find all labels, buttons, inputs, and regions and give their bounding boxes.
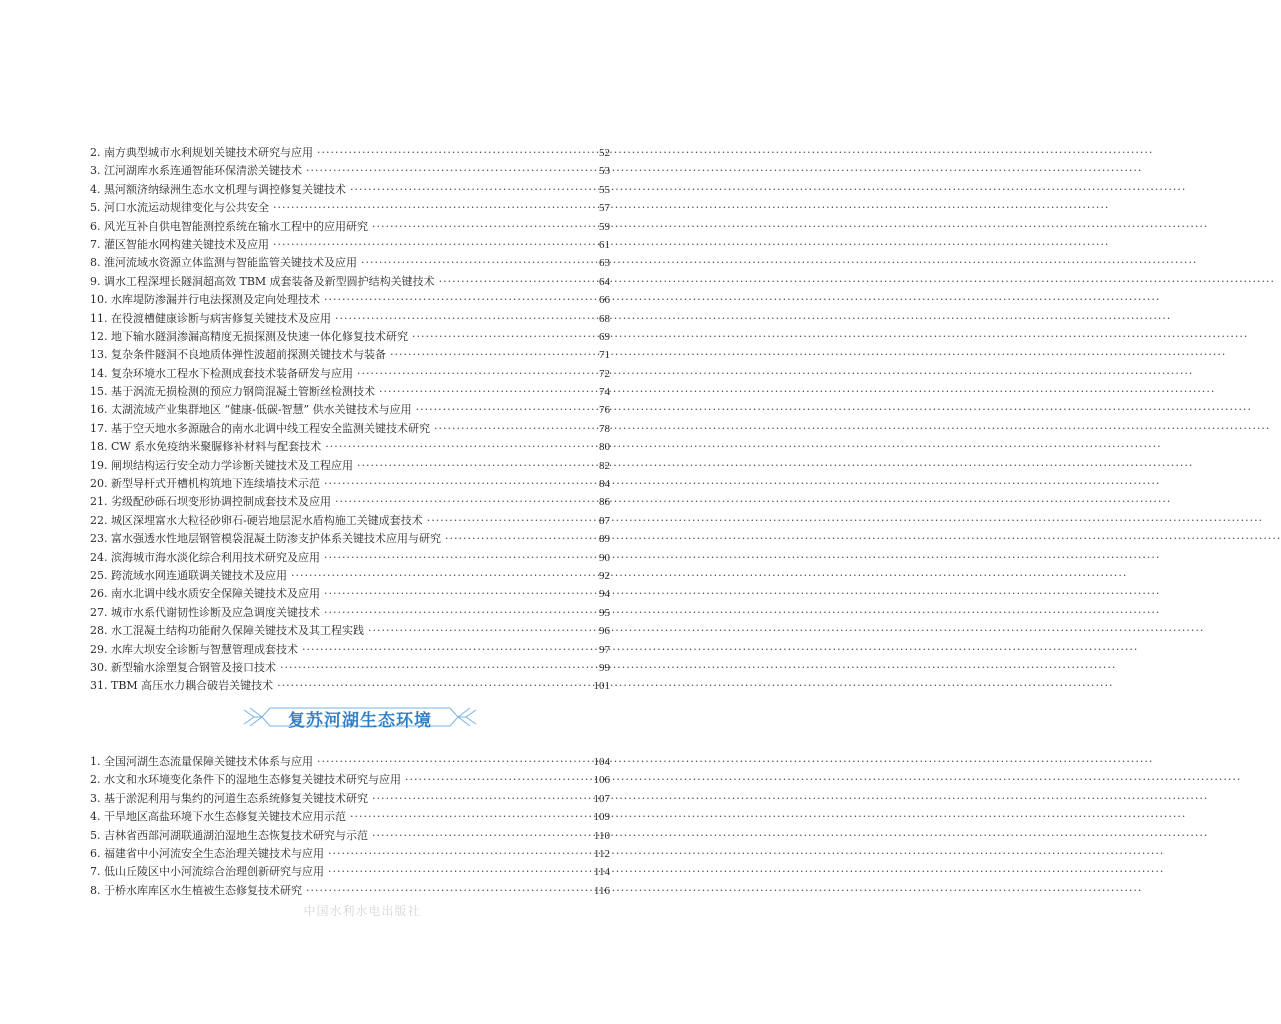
toc-leader-dots: [335, 310, 588, 328]
toc-entry[interactable]: [90, 218, 610, 236]
toc-leader-dots: [306, 882, 588, 900]
toc-leader-dots: [280, 659, 588, 677]
toc-leader-dots: [357, 365, 588, 383]
toc-entry[interactable]: [90, 827, 610, 845]
toc-leader-dots: [335, 493, 588, 511]
toc-entry-title: 5. 河口水流运动规律变化与公共安全: [90, 201, 269, 215]
toc-leader-dots: [273, 236, 588, 254]
toc-leader-dots: [317, 144, 588, 162]
toc-page-number: 95: [599, 606, 610, 619]
toc-entry[interactable]: [90, 475, 610, 493]
toc-leader-dots: [361, 254, 588, 272]
toc-entry[interactable]: [90, 346, 610, 364]
toc-page-number: 64: [599, 275, 610, 288]
toc-leader-dots: [434, 420, 588, 438]
toc-page-number: 72: [599, 367, 610, 380]
toc-leader-dots: [277, 677, 588, 695]
toc-page-number: 74: [599, 386, 610, 399]
toc-page-number: 82: [599, 459, 610, 472]
toc-entry-title: 11. 在役渡槽健康诊断与病害修复关键技术及应用: [90, 311, 331, 325]
toc-entry-title: 10. 水库堤防渗漏并行电法探测及定向处理技术: [90, 293, 320, 307]
toc-entry-title: 8. 淮河流域水资源立体监测与智能监管关键技术及应用: [90, 256, 357, 270]
toc-entry-title: 6. 风光互补自供电智能测控系统在输水工程中的应用研究: [90, 219, 368, 233]
toc-entry[interactable]: [90, 457, 610, 475]
toc-page-number: 59: [599, 220, 610, 233]
toc-page-number: 76: [599, 404, 610, 417]
toc-page-number: 68: [599, 312, 610, 325]
toc-leader-dots: [372, 790, 588, 808]
toc-entry[interactable]: [90, 567, 610, 585]
toc-entry[interactable]: [90, 641, 610, 659]
toc-entry-title: 5. 吉林省西部河湖联通湖泊湿地生态恢复技术研究与示范: [90, 828, 368, 842]
toc-page-number: 80: [599, 441, 610, 454]
toc-entry[interactable]: [90, 401, 610, 419]
toc-page-number: 96: [599, 625, 610, 638]
toc-page-number: 55: [599, 183, 610, 196]
toc-entry-title: 14. 复杂环境水工程水下检测成套技术装备研发与应用: [90, 366, 353, 380]
toc-entry-title: 12. 地下输水隧洞渗漏高精度无损探测及快速一体化修复技术研究: [90, 329, 408, 343]
toc-entry-title: 7. 灌区智能水网构建关键技术及应用: [90, 237, 269, 251]
toc-leader-dots: [379, 383, 588, 401]
toc-entry-title: 3. 基于淤泥利用与集约的河道生态系统修复关键技术研究: [90, 791, 368, 805]
toc-entry-title: 3. 江河湖库水系连通智能环保清淤关键技术: [90, 164, 302, 178]
toc-entry[interactable]: [90, 236, 610, 254]
toc-page-number: 104: [593, 755, 610, 768]
toc-entry-title: 6. 福建省中小河流安全生态治理关键技术与应用: [90, 846, 324, 860]
toc-leader-dots: [372, 218, 588, 236]
toc-entry[interactable]: [90, 845, 610, 863]
section-header: [240, 700, 480, 734]
toc-page-number: 86: [599, 496, 610, 509]
toc-page-number: 112: [593, 847, 610, 860]
toc-entry[interactable]: [90, 144, 610, 162]
toc-entry-title: 8. 于桥水库库区水生植被生态修复技术研究: [90, 883, 302, 897]
toc-entry-title: 18. CW 系水免疫纳米聚脲修补材料与配套技术: [90, 440, 322, 454]
toc-entry[interactable]: [90, 771, 610, 789]
toc-entry-title: 21. 劣级配砂砾石坝变形协调控制成套技术及应用: [90, 495, 331, 509]
toc-page-number: 101: [593, 680, 610, 693]
toc-entry-title: 24. 滨海城市海水淡化综合利用技术研究及应用: [90, 550, 320, 564]
toc-entry-title: 22. 城区深埋富水大粒径砂卵石-硬岩地层泥水盾构施工关键成套技术: [90, 513, 423, 527]
toc-leader-dots: [328, 863, 588, 881]
toc-leader-dots: [439, 273, 588, 291]
toc-entry[interactable]: [90, 512, 610, 530]
toc-page-number: 61: [599, 238, 610, 251]
toc-entry[interactable]: [90, 493, 610, 511]
toc-page-number: 106: [593, 774, 610, 787]
toc-entry-title: 7. 低山丘陵区中小河流综合治理创新研究与应用: [90, 865, 324, 879]
toc-entry[interactable]: [90, 622, 610, 640]
toc-entry-title: 2. 南方典型城市水利规划关键技术研究与应用: [90, 145, 313, 159]
toc-page-number: 87: [599, 514, 610, 527]
toc-leader-dots: [328, 845, 588, 863]
toc-entry-title: 9. 调水工程深埋长隧洞超高效 TBM 成套装备及新型圆护结构关键技术: [90, 274, 435, 288]
toc-entry[interactable]: [90, 882, 610, 900]
toc-leader-dots: [325, 438, 588, 456]
toc-page-number: 53: [599, 165, 610, 178]
toc-entry[interactable]: [90, 549, 610, 567]
toc-entry[interactable]: [90, 162, 610, 180]
toc-entry[interactable]: [90, 808, 610, 826]
toc-page-number: 78: [599, 422, 610, 435]
toc-page-number: 71: [599, 349, 610, 362]
toc-entry-title: 29. 水库大坝安全诊断与智慧管理成套技术: [90, 642, 298, 656]
toc-entry[interactable]: [90, 677, 610, 695]
toc-page-number: 107: [593, 792, 610, 805]
toc-leader-dots: [324, 475, 588, 493]
toc-leader-dots: [317, 753, 588, 771]
toc-entry[interactable]: [90, 863, 610, 881]
toc-entry-title: 17. 基于空天地水多源融合的南水北调中线工程安全监测关键技术研究: [90, 421, 430, 435]
toc-leader-dots: [291, 567, 588, 585]
toc-page-number: 66: [599, 294, 610, 307]
toc-leader-dots: [324, 291, 588, 309]
toc-entry-title: 1. 全国河湖生态流量保障关键技术体系与应用: [90, 754, 313, 768]
toc-entry[interactable]: [90, 254, 610, 272]
toc-page-number: 116: [593, 884, 610, 897]
toc-leader-dots: [324, 585, 588, 603]
toc-page-number: 92: [599, 569, 610, 582]
toc-page-number: 57: [599, 202, 610, 215]
toc-entry-title: 26. 南水北调中线水质安全保障关键技术及应用: [90, 587, 320, 601]
toc-leader-dots: [306, 162, 588, 180]
toc-leader-dots: [412, 328, 588, 346]
toc-entry-title: 27. 城市水系代谢韧性诊断及应急调度关键技术: [90, 605, 320, 619]
toc-page-number: 114: [593, 866, 610, 879]
toc-page-number: 89: [599, 533, 610, 546]
toc-entry[interactable]: [90, 790, 610, 808]
toc-page-number: 84: [599, 478, 610, 491]
toc-list-part2: [90, 753, 610, 900]
toc-entry-title: 19. 闸坝结构运行安全动力学诊断关键技术及工程应用: [90, 458, 353, 472]
toc-entry[interactable]: [90, 328, 610, 346]
toc-leader-dots: [372, 827, 588, 845]
toc-entry-title: 23. 富水强透水性地层钢管模袋混凝土防渗支护体系关键技术应用与研究: [90, 532, 441, 546]
toc-entry[interactable]: [90, 199, 610, 217]
toc-entry-title: 25. 跨流域水网连通联调关键技术及应用: [90, 568, 287, 582]
toc-page-number: 109: [593, 811, 610, 824]
toc-leader-dots: [302, 641, 588, 659]
publisher-watermark: 中国水利水电出版社: [303, 904, 421, 918]
toc-entry[interactable]: [90, 273, 610, 291]
toc-leader-dots: [324, 604, 588, 622]
toc-entry[interactable]: [90, 420, 610, 438]
toc-page-number: 110: [593, 829, 610, 842]
toc-entry[interactable]: [90, 659, 610, 677]
toc-entry[interactable]: [90, 585, 610, 603]
toc-leader-dots: [350, 808, 588, 826]
toc-leader-dots: [390, 346, 588, 364]
toc-entry[interactable]: [90, 181, 610, 199]
toc-entry[interactable]: [90, 438, 610, 456]
toc-page-number: 52: [599, 146, 610, 159]
toc-leader-dots: [350, 181, 588, 199]
toc-page-number: 69: [599, 330, 610, 343]
toc-entry-title: 2. 水文和水环境变化条件下的湿地生态修复关键技术研究与应用: [90, 773, 401, 787]
toc-leader-dots: [273, 199, 588, 217]
toc-entry-title: 28. 水工混凝土结构功能耐久保障关键技术及其工程实践: [90, 624, 364, 638]
toc-entry-title: 16. 太湖流域产业集群地区 “健康-低碳-智慧” 供水关键技术与应用: [90, 403, 412, 417]
toc-entry-title: 13. 复杂条件隧洞不良地质体弹性波超前探测关键技术与装备: [90, 348, 386, 362]
toc-leader-dots: [368, 622, 588, 640]
toc-entry[interactable]: [90, 753, 610, 771]
toc-entry[interactable]: [90, 310, 610, 328]
toc-entry-title: 4. 干旱地区高盐环境下水生态修复关键技术应用示范: [90, 810, 346, 824]
toc-leader-dots: [427, 512, 588, 530]
toc-page-number: 97: [599, 643, 610, 656]
toc-entry-title: 15. 基于涡流无损检测的预应力钢筒混凝土管断丝检测技术: [90, 385, 375, 399]
toc-list-part1: [90, 144, 610, 696]
toc-entry[interactable]: [90, 383, 610, 401]
toc-entry-title: 31. TBM 高压水力耦合破岩关键技术: [90, 679, 274, 693]
toc-entry-title: 30. 新型输水涂塑复合钢管及接口技术: [90, 660, 276, 674]
toc-leader-dots: [416, 401, 588, 419]
toc-page-number: 63: [599, 257, 610, 270]
toc-entry[interactable]: [90, 365, 610, 383]
toc-leader-dots: [357, 457, 588, 475]
toc-entry[interactable]: [90, 604, 610, 622]
section-title: 复苏河湖生态环境: [288, 711, 432, 731]
toc-page-number: 94: [599, 588, 610, 601]
toc-entry-title: 4. 黑河额济纳绿洲生态水文机理与调控修复关键技术: [90, 182, 346, 196]
toc-leader-dots: [445, 530, 588, 548]
toc-page-number: 90: [599, 551, 610, 564]
toc-entry[interactable]: [90, 530, 610, 548]
toc-entry[interactable]: [90, 291, 610, 309]
toc-leader-dots: [405, 771, 588, 789]
toc-leader-dots: [324, 549, 588, 567]
toc-entry-title: 20. 新型导杆式开槽机构筑地下连续墙技术示范: [90, 477, 320, 491]
toc-page-number: 99: [599, 661, 610, 674]
